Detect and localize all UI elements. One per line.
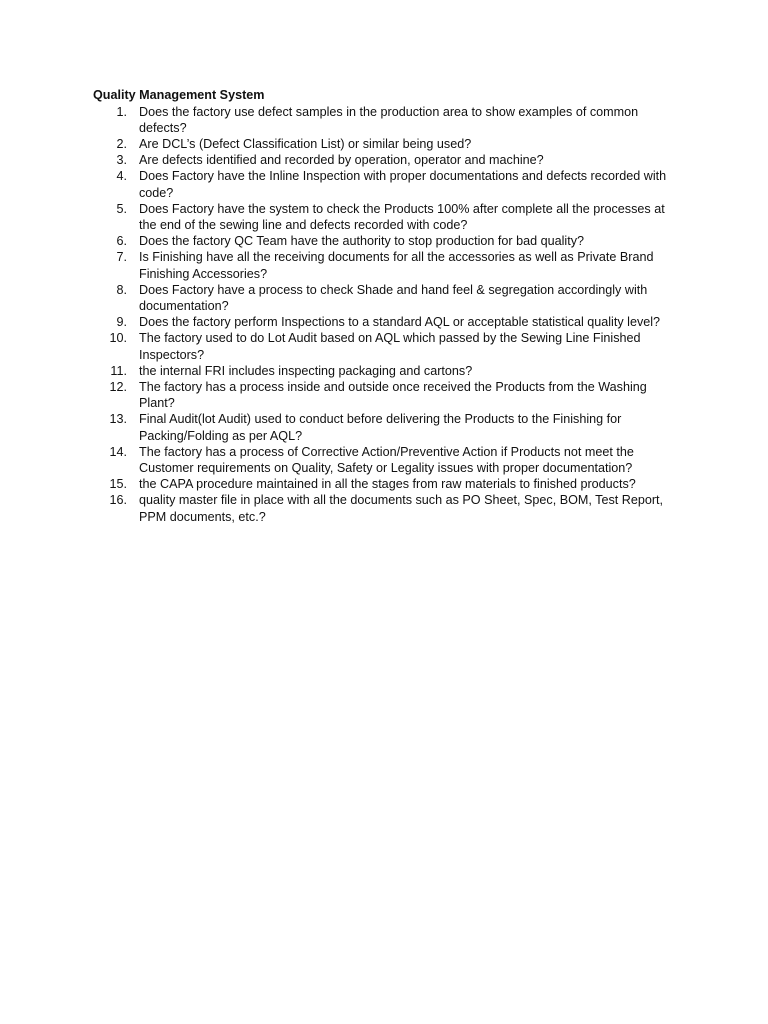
section-heading: Quality Management System	[93, 88, 265, 102]
question-list	[93, 104, 683, 525]
list-item	[93, 168, 683, 200]
list-item-number: 4.	[116, 169, 127, 184]
list-item-number: 7.	[116, 250, 127, 265]
list-item-number: 15.	[109, 477, 127, 492]
list-item	[93, 104, 683, 136]
list-item	[93, 411, 683, 443]
list-item-text: The factory used to do Lot Audit based on AQL which passed by the Sewing Line Finished Inspectors?	[139, 331, 641, 362]
list-item	[93, 444, 683, 476]
list-item	[93, 330, 683, 362]
list-item-number: 11.	[110, 363, 127, 378]
list-item-text: Does Factory have the Inline Inspection with proper documentations and defects recorded with code?	[139, 169, 667, 200]
list-item-number: 13.	[109, 412, 127, 427]
list-item-text: Is Finishing have all the receiving documents for all the accessories as well as Private Brand Finishing Accessories?	[139, 250, 654, 281]
list-item-text: The factory has a process of Corrective Action/Preventive Action if Products not meet the Customer requirements on Quality, Safety or Legality issues with proper documentation?	[139, 444, 634, 475]
list-item	[93, 363, 683, 379]
list-item-number: 14.	[109, 444, 127, 459]
list-item	[93, 249, 683, 281]
list-item-number: 1.	[116, 104, 127, 119]
list-item-text: Does the factory perform Inspections to a standard AQL or acceptable statistical quality level?	[139, 315, 661, 330]
list-item-number: 9.	[116, 315, 127, 330]
list-item-number: 12.	[109, 379, 127, 394]
list-item	[93, 492, 683, 524]
list-item-text: Does Factory have the system to check the Products 100% after complete all the processes at the end of the sewing line and defects recorded with code?	[139, 201, 665, 232]
list-item-text: Does the factory QC Team have the authority to stop production for bad quality?	[139, 234, 584, 249]
list-item-number: 6.	[116, 234, 127, 249]
list-item	[93, 379, 683, 411]
list-item	[93, 152, 683, 168]
list-item-text: Does the factory use defect samples in the production area to show examples of common defects?	[139, 104, 639, 135]
document-body	[93, 87, 683, 525]
list-item	[93, 314, 683, 330]
list-item-number: 3.	[116, 153, 127, 168]
list-item-text: the CAPA procedure maintained in all the stages from raw materials to finished products?	[139, 477, 636, 492]
list-item	[93, 136, 683, 152]
list-item-number: 16.	[109, 493, 127, 508]
list-item-text: Are DCL’s (Defect Classification List) or similar being used?	[139, 136, 472, 151]
list-item-text: Does Factory have a process to check Shade and hand feel & segregation accordingly with documentation?	[139, 282, 648, 313]
list-item-text: the internal FRI includes inspecting packaging and cartons?	[139, 363, 473, 378]
list-item-number: 5.	[116, 201, 127, 216]
list-item-number: 10.	[109, 331, 127, 346]
list-item	[93, 282, 683, 314]
list-item	[93, 233, 683, 249]
list-item-number: 2.	[116, 136, 127, 151]
list-item	[93, 476, 683, 492]
list-item-text: Are defects identified and recorded by operation, operator and machine?	[139, 153, 544, 168]
list-item-text: Final Audit(lot Audit) used to conduct before delivering the Products to the Finishing for Packing/Folding as per AQL?	[139, 412, 622, 443]
list-item-text: quality master file in place with all the documents such as PO Sheet, Spec, BOM, Test Report, PPM documents, etc.?	[139, 493, 664, 524]
list-item-number: 8.	[116, 282, 127, 297]
list-item	[93, 201, 683, 233]
list-item-text: The factory has a process inside and outside once received the Products from the Washing Plant?	[139, 379, 647, 411]
